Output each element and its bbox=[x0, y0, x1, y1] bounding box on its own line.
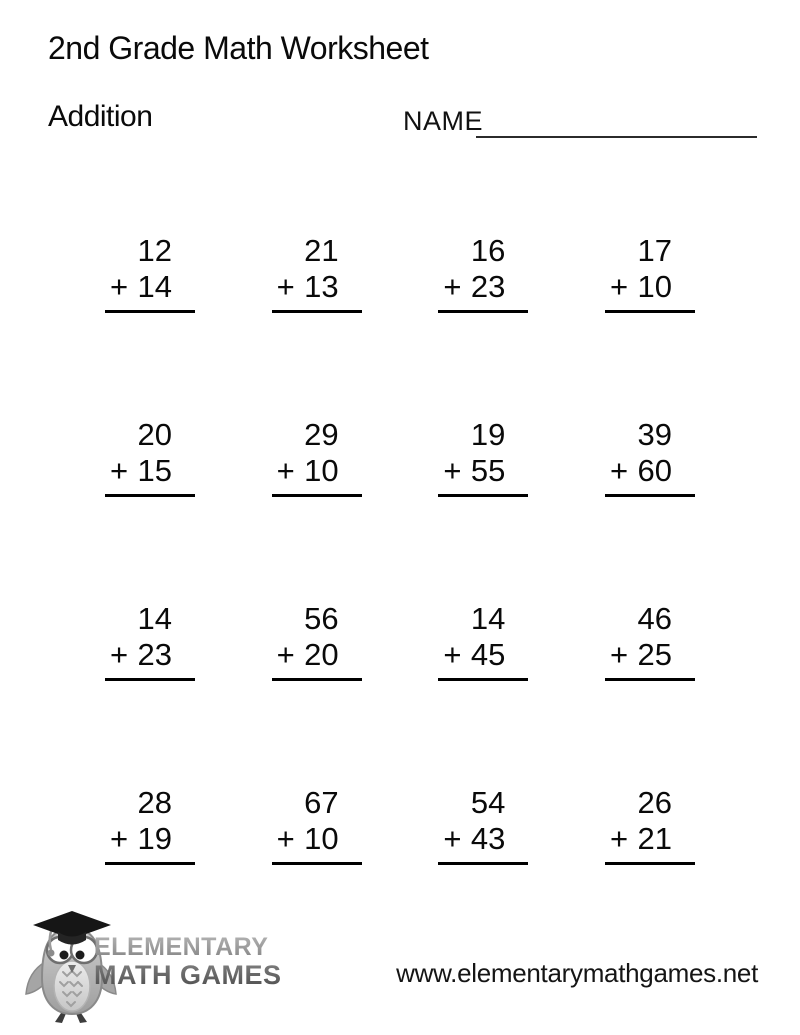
answer-line bbox=[605, 678, 695, 681]
addition-problem bbox=[272, 601, 362, 681]
bottom-addend: 19 bbox=[137, 821, 172, 856]
answer-line bbox=[105, 678, 195, 681]
page-title: 2nd Grade Math Worksheet bbox=[48, 30, 429, 66]
answer-line bbox=[605, 494, 695, 497]
addition-problem bbox=[605, 601, 695, 681]
worksheet-topic: Addition bbox=[48, 100, 153, 133]
answer-line bbox=[105, 494, 195, 497]
bottom-addend: 10 bbox=[304, 821, 339, 856]
problems-grid bbox=[105, 233, 695, 865]
addition-problem bbox=[105, 601, 195, 681]
plus-operator: + bbox=[609, 637, 629, 672]
plus-operator: + bbox=[443, 269, 462, 304]
bottom-addend: 14 bbox=[137, 269, 172, 304]
top-addend: 12 bbox=[137, 233, 172, 268]
addition-problem bbox=[105, 233, 195, 313]
addition-problem bbox=[272, 417, 362, 497]
plus-operator: + bbox=[443, 821, 462, 856]
answer-line bbox=[438, 494, 528, 497]
plus-operator: + bbox=[110, 453, 129, 488]
plus-operator: + bbox=[609, 453, 629, 488]
bottom-addend: 15 bbox=[137, 453, 172, 488]
bottom-addend: 10 bbox=[637, 269, 672, 304]
addition-problem bbox=[105, 785, 195, 865]
addition-problem bbox=[438, 417, 528, 497]
bottom-addend: 60 bbox=[637, 453, 672, 488]
plus-operator: + bbox=[276, 637, 295, 672]
top-addend: 17 bbox=[637, 233, 672, 268]
bottom-addend: 45 bbox=[470, 637, 506, 672]
top-addend: 29 bbox=[304, 417, 339, 452]
addition-problem bbox=[105, 417, 195, 497]
top-addend: 46 bbox=[637, 601, 672, 636]
answer-line bbox=[605, 310, 695, 313]
addition-problem bbox=[605, 417, 695, 497]
plus-operator: + bbox=[276, 269, 295, 304]
bottom-addend: 13 bbox=[304, 269, 339, 304]
addition-problem bbox=[438, 785, 528, 865]
answer-line bbox=[605, 862, 695, 865]
answer-line bbox=[272, 678, 362, 681]
bottom-addend: 21 bbox=[637, 821, 672, 856]
addition-problem bbox=[272, 233, 362, 313]
top-addend: 26 bbox=[637, 785, 672, 820]
logo-wordmark bbox=[94, 934, 282, 989]
answer-line bbox=[105, 310, 195, 313]
bottom-addend: 23 bbox=[137, 637, 172, 672]
top-addend: 67 bbox=[304, 785, 339, 820]
addition-problem bbox=[438, 601, 528, 681]
top-addend: 19 bbox=[470, 417, 506, 452]
top-addend: 21 bbox=[304, 233, 339, 268]
bottom-addend: 23 bbox=[470, 269, 506, 304]
website-url: www.elementarymathgames.net bbox=[396, 958, 758, 988]
addition-problem bbox=[605, 785, 695, 865]
addition-problem bbox=[438, 233, 528, 313]
answer-line bbox=[438, 678, 528, 681]
addition-problem bbox=[272, 785, 362, 865]
top-addend: 28 bbox=[137, 785, 172, 820]
top-addend: 39 bbox=[637, 417, 672, 452]
answer-line bbox=[272, 494, 362, 497]
answer-line bbox=[438, 310, 528, 313]
top-addend: 16 bbox=[470, 233, 506, 268]
plus-operator: + bbox=[609, 821, 629, 856]
bottom-addend: 43 bbox=[470, 821, 506, 856]
bottom-addend: 10 bbox=[304, 453, 339, 488]
addition-problem bbox=[605, 233, 695, 313]
plus-operator: + bbox=[443, 637, 462, 672]
bottom-addend: 55 bbox=[470, 453, 506, 488]
name-fill-in-line bbox=[476, 136, 757, 138]
plus-operator: + bbox=[110, 821, 129, 856]
bottom-addend: 20 bbox=[304, 637, 339, 672]
logo-line2: MATH GAMES bbox=[94, 959, 282, 990]
logo-line1: ELEMENTARY bbox=[94, 933, 269, 961]
top-addend: 54 bbox=[470, 785, 506, 820]
answer-line bbox=[272, 862, 362, 865]
plus-operator: + bbox=[276, 821, 295, 856]
answer-line bbox=[105, 862, 195, 865]
bottom-addend: 25 bbox=[637, 637, 672, 672]
answer-line bbox=[438, 862, 528, 865]
plus-operator: + bbox=[110, 637, 129, 672]
answer-line bbox=[272, 310, 362, 313]
top-addend: 56 bbox=[304, 601, 339, 636]
top-addend: 20 bbox=[137, 417, 172, 452]
top-addend: 14 bbox=[137, 601, 172, 636]
top-addend: 14 bbox=[470, 601, 506, 636]
plus-operator: + bbox=[443, 453, 462, 488]
plus-operator: + bbox=[110, 269, 129, 304]
plus-operator: + bbox=[609, 269, 629, 304]
plus-operator: + bbox=[276, 453, 295, 488]
name-label: NAME bbox=[403, 106, 484, 136]
